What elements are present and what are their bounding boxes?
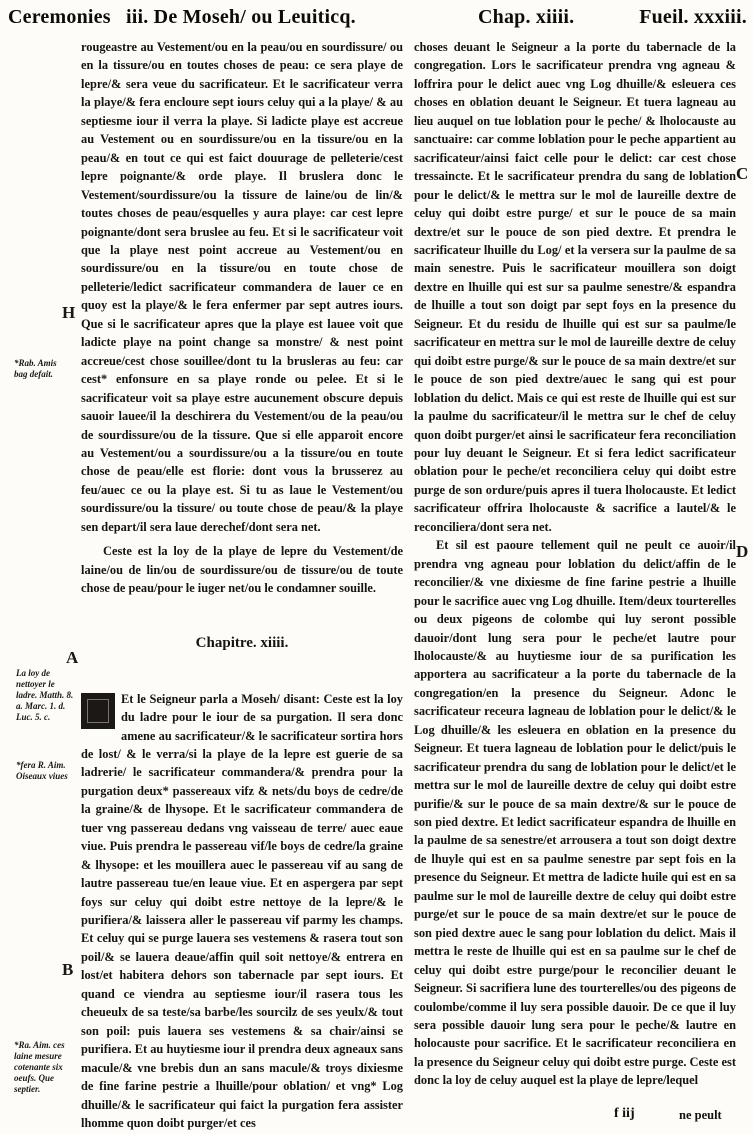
margin-letter-a: A [66, 648, 79, 667]
header-folio: Fueil. xxxiii. [639, 6, 747, 28]
header-book-name: iii. De Moseh/ ou Leuiticq. [126, 6, 356, 28]
running-header [8, 4, 747, 38]
left-paragraph-3 [81, 690, 403, 1133]
right-column [414, 38, 736, 1090]
header-book-title: Ceremonies [8, 6, 111, 28]
chapter-heading-block [81, 598, 403, 690]
margin-note-mesure: *Ra. Aim. ces laine mesure cotenante six oeufs. Que septier. [14, 1040, 65, 1094]
left-column [81, 38, 403, 1132]
margin-letter-h: H [62, 303, 76, 322]
decorated-initial [81, 693, 115, 729]
right-paragraph-1: choses deuant le Seigneur a la porte du tabernacle de la congregation. Lors le sacrificateur prendra vng agneau & loffrira pour le delict auec vng Log dhuille/& esleuera ces choses en oblation deuant le Seigneur. Et tuera lagneau au lieu auquel on tue loblation pour le peche/ & lholocauste au sanctuaire: car comme loblation pour le peche appartient au sacrificateur/ainsi faict celle pour le delict: car cest chose tressaincte. Et le sacrificateur prendra du sang de loblation pour le delict/& le mettra sur le mol de laureille dextre de celuy qui doibt estre purge/ et sur le pouce de sa main dextre/et sur le pouce de son pied dextre. Et prendra le sacrificateur lhuille du Log/ et la versera sur la paulme de sa main senestre. Puis le sacrificateur mouillera son doigt dextre en lhuille qui est sur sa paulme senestre/& espandra de lhuille a tout son doigt par sept foys en la presence du Seigneur. Et du residu de lhuille qui est sur sa paulme/le sacrificateur en mettra sur le mol de laureille dextre de celuy qui doibt estre purge/& sur le pouce de sa main dextre/et sur le pouce de son pied dextre/auec le sang qui est pour loblation du delict. Mais ce qui est reste de lhuille qui est sur la paulme du sacrificateur/il le mettra sur le chef de celuy quon doibt purger/et ainsi le sacrificateur fera reconciliation pour luy deuant le Seigneur. Et si fera ledict sacrificateur oblation pour le peche/et reconciliera celuy qui doibt estre purge de son ordure/puis apres il tuera lholocauste. Et ledict sacrificateur offrira lholocauste & sacrifice a lautel/& le reconciliera/dont sera net. [414, 40, 736, 534]
margin-letter-d: D [736, 542, 749, 561]
signature-mark: f iij [614, 1106, 635, 1121]
catchword: ne peult [679, 1108, 722, 1122]
chapter-heading: Chapitre. xiiii. [195, 634, 289, 651]
margin-note-rab: *Rab. Amis bag defait. [14, 358, 57, 379]
right-paragraph-2: Et sil est paoure tellement quil ne peult ce auoir/il prendra vng agneau pour loblation du delict/affin de le reconcilier/& vne dixiesme de fine farine pestrie a lhuille pour le sacrifice auec vng Log dhuille. Item/deux tourterelles ou deux pigeons de colombe qui luy seront possible dauoir/dont lung sera pour le peche/et lautre pour lholocauste/& au huytiesme iour de sa purification les apportera au sacrificateur a la porte du tabernacle de la congregation/en la presence du Seigneur. Adonc le sacrificateur receura lagneau de loblation pour le delict/& le Log dhuille/& les esleuera en oblation en la presence du Seigneur. Et tuera lagneau de loblation pour le delict/puis le sacrificateur prendra du sang de loblation pour le delict/et le mettra sur le mol de laureille dextre de celuy qui doibt estre purifie/& sur le pouce de sa main dextre/& sur le pouce de son pied dextre. Et ledict sacrificateur espandra de lhuille en la paulme de sa senestre/et arrousera a tout son doigt dextre de lhuyle qui est en sa paulme senestre par sept fois en la presence du Seigneur. Et mettra de ladicte huile qui est en sa paulme sur le mol de laureille dextre de celuy qui doibt estre purge/et sur le pouce de sa main dextre/et sur le pouce de son pied dextre auec le sang pour loblation du delict. Mais il mettra le reste de lhuille qui est en sa paulme sur le chef de celuy qui doibt estre purge/pour le reconcilier deuant le Seigneur. Si sacrifiera lune des tourterelles/ou des pigeons de coulombe/comme il luy sera possible dauoir. De ce que il luy sera possible dauoir lung sera pour le peche/& lautre en holocauste pour sacrifice. Et le sacrificateur reconciliera en la presence du Seigneur celuy qui doibt estre purge. Ceste est donc la loy de celuy auquel est la playe de lepre/lequel [414, 538, 736, 1088]
left-paragraph-1: rougeastre au Vestement/ou en la peau/ou en sourdissure/ ou en la tissure/ou en toutes choses de peau: ce sera playe de lepre/& sera veue du sacrificateur. Et le sacrificateur verra la playe/& fera encloure sept iours celuy qui a la playe/ & au septiesme iour il verra la playe. Si ladicte playe est accreue au Vestement ou en sourdissure/ou en la tissure/ou en la peau/& en tout ce qui est faict douurage de pelleterie/cest lepre poignante/& orde playe. Il bruslera donc le Vestement/sourdissure/ou la tissure de laine/ou de lin/& toutes choses de peau/esquelles y aura playe: car cest lepre poignante/dont sera bruslee au feu. Et si le sacrificateur voit que la playe nest point accreue au Vestement/ou en sourdissure/ou en la tissure/ou en toute chose de pelleterie/ledict sacrificateur commandera de lauer ce en quoy est la playe/& le fera enfermer par sept autres iours. Que si le sacrificateur apres que la playe est lauee voit que ladicte playe na point change sa monstre/ & nest point accreue/cest chose souillee/dont tu la brusleras au feu: car cest* enfonsure en sa playe ronde ou pelee. Et si le sacrificateur voit sa playe estre aucunement obscure depuis sauoir lauee/il la deschirera du Vestement/ou de la peau/ou de sourdissure/ou de la tissure. Que si elle apparoit encore au Vestement/ou a sourdissure/ou a la tissure/ou en toute chose de peau/elle est florie: dont vous la brusserez au feu/auec ce ou la playe est. Si tu as laue le Vestement/ou sourdissure/ou la tissure/ ou toute chose de peau/& la playe sen depart/il sera laue derechef/dont sera net. [81, 40, 403, 534]
header-chapter: Chap. xiiii. [478, 6, 575, 28]
margin-letter-b: B [62, 960, 74, 979]
margin-note-fera: *fera R. Aim. Oiseaux viues [16, 760, 68, 781]
margin-letter-c: C [736, 164, 749, 183]
left-paragraph-2: Ceste est la loy de la playe de lepre du Vestement/de laine/ou de lin/ou de sourdissure/ou de tissure/ou de toute chose de peau/pour le iuger net/ou le condamner souille. [81, 544, 403, 596]
margin-note-refs: La loy de nettoyer le ladre. Matth. 8. a. Marc. 1. d. Luc. 5. c. [16, 668, 74, 722]
left-paragraph-3-text: Et le Seigneur parla a Moseh/ disant: Ceste est la loy du ladre pour le iour de sa purgation. Il sera donc amene au sacrificateur/& le sacrificateur sortira hors de lost/ & le verra/si la playe de la lepre est guerie de sa ladrerie/ le sacrificateur commandera/& prendra pour la purgation deux* passereaux vifz & nets/du boys de cedre/de la graine/& de lhysope. Et le sacrificateur commandera de tuer vng passereau dedans vng vaisseau de terre/ auec eaue viue. Puis prendra le passereau vif/le boys de cedre/la graine & lhysope: et les mouillera auec le passereau vif au sang de lautre passereau tue/en leaue viue. Et en aspergera par sept foys sur celuy qui doibt estre nettoye de la lepre/& le purifiera/& laissera aller le passereau vif parmy les champs. Et celuy qui se purge lauera ses vestemens & rasera tout son poil/& se lauera deaue/affin quil soit nettoye/& entrera en lost/et habitera dehors son tabernacle par sept iours. Et quand ce viendra au septiesme iour/il rasera tous les cheueulx de sa teste/sa barbe/les sourcilz de ses yeulx/& tout son poil: puis lauera ses vestemens & sa chair/ainsi se purifiera. Et au huytiesme iour il prendra deux agneaux sans macule/& vne brebis dun an sans macule/& troys dixiesme de fine farine pestrie a lhuille/pour oblation/ et vng* Log dhuille/& le sacrificateur qui faict la purgation fera assister lhomme quon doibt purger/et ces [81, 691, 403, 1131]
